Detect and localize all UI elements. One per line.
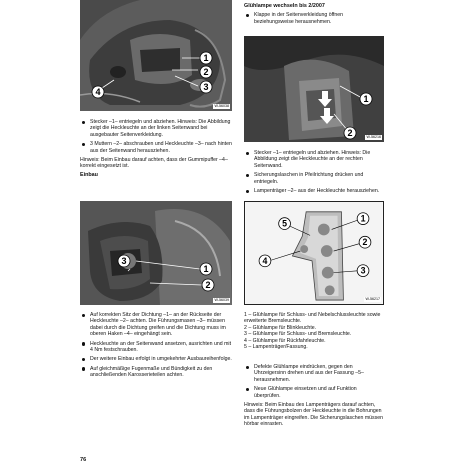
lamp-holder-illustration — [245, 202, 383, 304]
lamp-carrier-illustration — [244, 36, 384, 142]
legend-item: 3 – Glühlampe für Schluss- und Bremsleuchte. — [244, 331, 352, 338]
bullet-item: Lampenträger –2– aus der Heckleuchte herausziehen. — [244, 188, 384, 194]
bulb-legend — [244, 312, 384, 350]
hinweis-note: Hinweis: Beim Einbau des Lampenträgers darauf achten, dass die Führungsbolzen der Heckleuchte in die Bohrungen im Lampenträger eingreifen. Die Sicherungslaschen müssen hörbar einrasten. — [244, 402, 383, 428]
bullet-item: Der weitere Einbau erfolgt in umgekehrter Ausbaureihenfolge. — [80, 356, 232, 362]
taillight-install-photo — [80, 201, 232, 305]
bullet-item: Auf gleichmäßige Fugenmaße und Bündigkeit zu den anschließenden Karosserieteilen achten. — [80, 366, 232, 379]
legend-item: 4 – Glühlampe für Rückfahrleuchte. — [244, 337, 326, 344]
callout-1: 1 — [203, 264, 209, 274]
right-intro-text — [244, 3, 384, 28]
callout-5: 5 — [282, 218, 288, 229]
right-bulb-text — [244, 364, 384, 430]
photo-id: W-56038 — [214, 104, 229, 108]
page-number: 76 — [80, 457, 87, 463]
callout-2: 2 — [347, 128, 353, 138]
bullet-item: Neue Glühlampe einsetzen und auf Funktion überprüfen. — [244, 386, 384, 399]
taillight-install-illustration — [80, 201, 232, 305]
section-heading-einbau: Einbau — [80, 172, 98, 179]
callout-1: 1 — [203, 53, 209, 63]
bullet-item: Defekte Glühlampe eindrücken, gegen den Uhrzeigersinn drehen und aus der Fassung –5– herausnehmen. — [244, 364, 384, 383]
photo-id: W-56216 — [366, 135, 381, 139]
callout-3: 3 — [360, 265, 366, 276]
callout-1: 1 — [360, 213, 366, 224]
bullet-item: Stecker –1– entriegeln und abziehen. Hinweis: Die Abbildung zeigt die Heckleuchte an der rechten Seitenwand. — [244, 150, 384, 169]
bullet-item: Heckleuchte an der Seitenwand ansetzen, ausrichten und mit 4 Nm festschrauben. — [80, 341, 232, 354]
section-heading-bulb: Glühlampe wechseln bis 2/2007 — [244, 3, 325, 9]
bullet-item: Stecker –1– entriegeln und abziehen. Hinweis: Die Abbildung zeigt die Heckleuchte an der linken Seitenwand bei ausgebauter Seitenverkleidung. — [80, 119, 232, 138]
legend-item: 2 – Glühlampe für Blinkleuchte. — [244, 324, 317, 331]
legend-item: 1 – Glühlampe für Schluss- und Nebelschlussleuchte sowie erweiterte Bremsleuchte. — [244, 312, 381, 325]
callout-4: 4 — [262, 255, 268, 266]
bullet-item: Sicherungslaschen in Pfeilrichtung drücken und entriegeln. — [244, 172, 384, 185]
callout-3: 3 — [203, 82, 209, 92]
left-removal-text — [80, 119, 232, 182]
callout-3: 3 — [121, 256, 127, 266]
right-carrier-text — [244, 150, 384, 197]
callout-2: 2 — [203, 67, 209, 77]
photo-id: W-56039 — [214, 298, 229, 302]
lamp-carrier-photo — [244, 36, 384, 142]
taillight-removal-photo — [80, 0, 232, 111]
callout-4: 4 — [95, 87, 101, 97]
left-install-text — [80, 312, 232, 382]
bullet-item: Klappe in der Seitenverkleidung öffnen beziehungsweise herausnehmen. — [244, 12, 384, 25]
bullet-item: Auf korrekten Sitz der Dichtung –1– an der Rückseite der Heckleuchte –2– achten. Die Führungsmasen –3– müssen dabei durch die Dichtung greifen und die Dichtung muss im oberen Haken –4– eingehängt sein. — [80, 312, 232, 338]
photo-id: W-56217 — [365, 297, 380, 301]
taillight-removal-illustration — [80, 0, 232, 111]
callout-2: 2 — [362, 237, 368, 248]
callout-2: 2 — [205, 280, 211, 290]
callout-1: 1 — [363, 94, 369, 104]
lamp-holder-photo — [244, 201, 384, 305]
legend-item: 5 – Lampenträger/Fassung. — [244, 344, 308, 351]
hinweis-note: Hinweis: Beim Einbau darauf achten, dass der Gummipuffer –4– korrekt eingesetzt ist. — [80, 157, 228, 170]
bullet-item: 3 Muttern –2– abschrauben und Heckleuchte –3– nach hinten aus der Seitenwand herausziehen. — [80, 141, 232, 154]
